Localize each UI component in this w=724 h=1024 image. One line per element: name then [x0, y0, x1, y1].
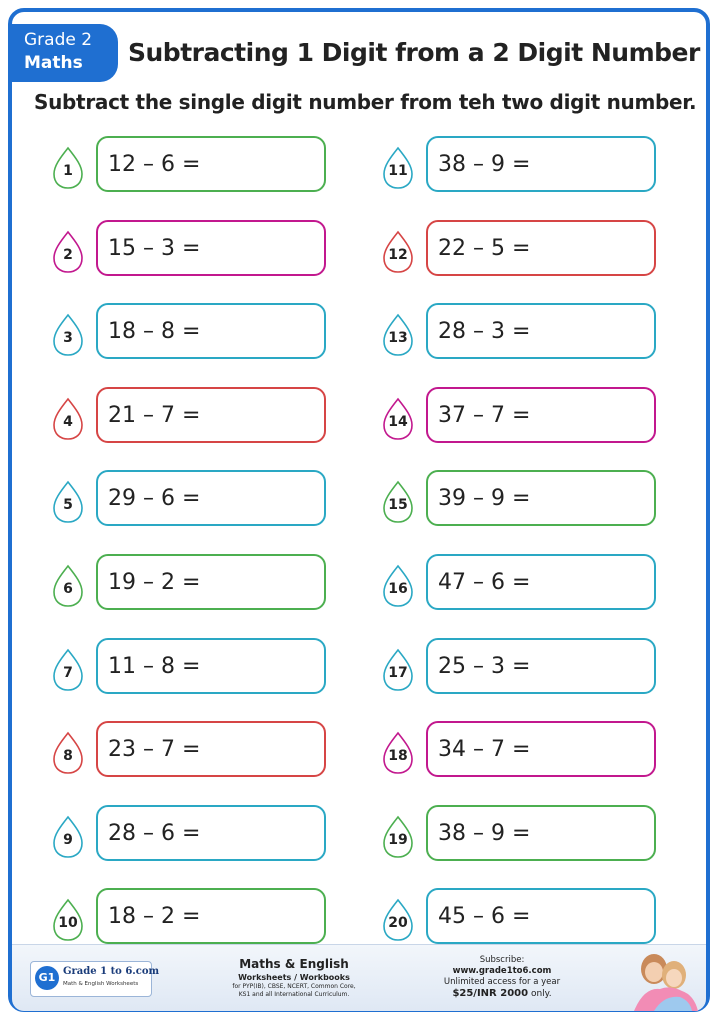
problem-number: 18 [388, 748, 408, 765]
answer-box[interactable] [96, 387, 326, 443]
footer-subscribe [422, 955, 582, 1000]
number-drop-icon [382, 898, 414, 938]
problem-item [382, 638, 682, 698]
problem-expression: 25 – 3 = [438, 653, 531, 679]
problem-expression: 18 – 8 = [108, 319, 201, 345]
problem-number: 16 [388, 581, 408, 597]
footer-subheading: Worksheets / Workbooks [238, 973, 350, 982]
problem-number: 13 [388, 330, 408, 347]
answer-box[interactable] [426, 805, 656, 861]
problem-number: 20 [388, 915, 408, 932]
site-logo[interactable] [30, 961, 160, 997]
problem-expression: 22 – 5 = [438, 235, 531, 261]
problem-number: 9 [63, 831, 73, 848]
number-drop-icon [52, 313, 84, 353]
answer-box[interactable] [96, 721, 326, 777]
promo-photo [624, 949, 700, 1011]
answer-box[interactable] [96, 554, 326, 610]
number-drop-icon [52, 480, 84, 520]
problem-expression: 11 – 8 = [108, 653, 201, 679]
footer-banner [12, 944, 706, 1011]
problem-item [52, 470, 352, 530]
problem-item [52, 721, 352, 781]
footer-curriculum-1: for PYP(IB), CBSE, NCERT, Common Core, [232, 983, 356, 990]
answer-box[interactable] [426, 470, 656, 526]
problem-item [382, 387, 682, 447]
answer-box[interactable] [426, 303, 656, 359]
problem-expression: 19 – 2 = [108, 570, 201, 595]
problem-item [382, 303, 682, 363]
problem-item [382, 220, 682, 280]
problem-number: 7 [63, 664, 73, 681]
answer-box[interactable] [96, 220, 326, 276]
answer-box[interactable] [96, 805, 326, 861]
problem-number: 12 [388, 246, 408, 263]
footer-heading: Maths & English [239, 957, 349, 971]
problem-number: 15 [388, 497, 408, 514]
number-drop-icon [382, 146, 414, 186]
number-drop-icon [52, 146, 84, 186]
problem-item [382, 554, 682, 614]
problem-expression: 28 – 6 = [108, 820, 201, 846]
number-drop-icon [382, 313, 414, 353]
answer-box[interactable] [426, 721, 656, 777]
problem-item [52, 554, 352, 614]
number-drop-icon [52, 564, 84, 604]
number-drop-icon [52, 648, 84, 688]
number-drop-icon [52, 815, 84, 855]
number-drop-icon [382, 815, 414, 855]
number-drop-icon [382, 564, 414, 604]
number-drop-icon [52, 731, 84, 771]
problem-expression: 47 – 6 = [438, 570, 531, 595]
problem-expression: 38 – 9 = [438, 152, 531, 177]
problem-item [52, 220, 352, 280]
problem-expression: 34 – 7 = [438, 737, 531, 763]
footer-curriculum-2: KS1 and all International Curriculum. [238, 991, 350, 998]
answer-box[interactable] [426, 554, 656, 610]
answer-box[interactable] [96, 303, 326, 359]
problem-item [382, 721, 682, 781]
number-drop-icon [52, 397, 84, 437]
problem-expression: 28 – 3 = [438, 319, 531, 345]
price-suffix: only. [528, 989, 552, 999]
subscribe-label: Subscribe: [479, 955, 525, 965]
problem-expression: 18 – 2 = [108, 904, 201, 930]
problem-item [52, 805, 352, 865]
problem-expression: 37 – 7 = [438, 402, 531, 428]
worksheet-title: Subtracting 1 Digit from a 2 Digit Number [128, 38, 700, 67]
price-text [422, 988, 582, 1000]
problem-number: 19 [388, 831, 408, 848]
answer-box[interactable] [96, 136, 326, 192]
number-drop-icon [382, 731, 414, 771]
problem-number: 8 [63, 748, 73, 765]
number-drop-icon [52, 230, 84, 270]
logo-mark-icon: G1 [35, 966, 59, 990]
instruction-text: Subtract the single digit number from teh two digit number. [34, 90, 697, 114]
subject-label: Maths [24, 53, 83, 73]
grade-label: Grade 2 [24, 30, 93, 50]
answer-box[interactable] [96, 470, 326, 526]
problem-number: 5 [63, 497, 73, 514]
number-drop-icon [382, 648, 414, 688]
problem-item [382, 136, 682, 196]
problem-number: 11 [388, 163, 408, 179]
answer-box[interactable] [426, 387, 656, 443]
answer-box[interactable] [96, 888, 326, 944]
problem-item [382, 805, 682, 865]
problem-expression: 21 – 7 = [108, 402, 201, 428]
problem-expression: 12 – 6 = [108, 152, 201, 177]
problem-item [382, 888, 682, 948]
number-drop-icon [52, 898, 84, 938]
footer-product-info [206, 957, 382, 999]
problem-number: 10 [58, 915, 78, 932]
problem-number: 17 [388, 664, 408, 681]
problem-item [382, 470, 682, 530]
problem-item [52, 136, 352, 196]
problem-expression: 38 – 9 = [438, 820, 531, 846]
number-drop-icon [382, 230, 414, 270]
problem-item [52, 888, 352, 948]
logo-tagline: Math & English Worksheets [63, 981, 139, 987]
problem-item [52, 387, 352, 447]
problem-item [52, 303, 352, 363]
logo-name: Grade 1 to 6.com [63, 966, 160, 977]
problem-expression: 15 – 3 = [108, 235, 201, 261]
problem-item [52, 638, 352, 698]
answer-box[interactable] [426, 888, 656, 944]
problem-number: 2 [63, 246, 73, 263]
number-drop-icon [382, 397, 414, 437]
problem-number: 14 [388, 413, 408, 430]
problem-number: 6 [63, 581, 73, 597]
problem-expression: 45 – 6 = [438, 904, 531, 930]
price-amount: $25/INR 2000 [452, 988, 529, 999]
problem-expression: 23 – 7 = [108, 737, 201, 763]
answer-box[interactable] [426, 220, 656, 276]
website-link[interactable]: www.grade1to6.com [452, 966, 552, 976]
problem-expression: 39 – 9 = [438, 486, 531, 512]
answer-box[interactable] [426, 638, 656, 694]
access-text: Unlimited access for a year [443, 977, 561, 987]
problem-number: 1 [63, 163, 73, 179]
grade-badge [8, 24, 118, 82]
problem-number: 4 [63, 413, 73, 430]
problem-expression: 29 – 6 = [108, 486, 201, 512]
answer-box[interactable] [96, 638, 326, 694]
number-drop-icon [382, 480, 414, 520]
problem-number: 3 [63, 330, 73, 347]
answer-box[interactable] [426, 136, 656, 192]
